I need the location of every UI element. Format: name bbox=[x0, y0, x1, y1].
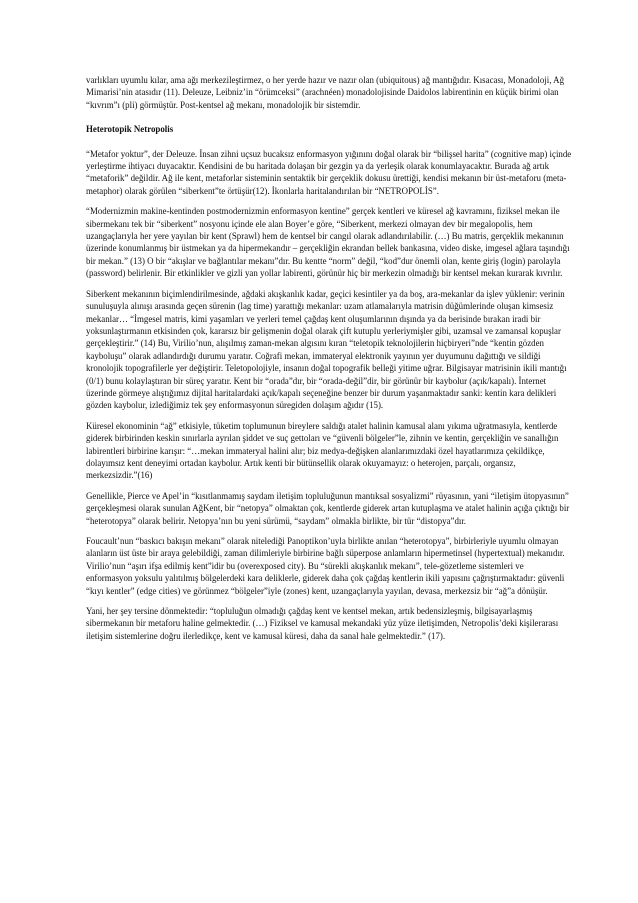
paragraph-heterotopia: Foucault’nun “baskıcı bakışın mekanı” olarak nitelediği Panoptikon’uyla birlikte anılan “heterotopya”, birbirleriyle uyumlu olmayan alanların üst üste bir araya gelebildiği, zaman dilimleriyle birbirine bağlı süperpose anlamların hipermetinsel (hypertextual) mekanıdır. Virilio’nun “aşırı ifşa edilmiş kent”idir bu (overexposed city). Bu “sürekli akışkanlık mekanı”, tele-gözetleme sistemleri ve enformasyon yoksulu yalıtılmış bölgelerdeki kara deliklerle, giderek daha çok çağdaş kentlerin ikili yapısını çağrıştırmaktadır: güvenli “kıyı kentler” (edge cities) ve görünmez “bölgeler”iyle (zones) kent, uzangaçlarıyla yayılan, devasa, merkezsiz bir “ağ”a dönüşür. bbox=[86, 536, 565, 596]
paragraph-global-economy: Küresel ekonominin “ağ” etkisiyle, tüketim toplumunun bireylere saldığı atalet halinin kamusal alanı yıkıma uğratmasıyla, kentlerde giderek birbirinden keskin sınırlarla ayrılan şiddet ve suç gettoları ve “güvenli bölgeler”le, zihnin ve kentin, gerçekliğin ve sanallığın labirentleri birbirine karışır: “…mekan immateryal halini alır; biz medya-değişken alanlarımızdaki özel hayatlarımıza çekildikçe, dolayımsız kent deneyimi ortadan kaybolur. Artık kenti bir bütünsellik olarak okuyamayız: o heterojen, parçalı, organsız, merkezsizdir.”(16) bbox=[86, 420, 559, 481]
paragraph-boyer: “Modernizmin makine-kentinden postmodernizmin enformasyon kentine” gerçek kentleri ve küresel ağ kavramını, fiziksel mekan ile sibermekanı tek bir “siberkent” nosyonu içinde ele alan Boyer’e göre, “Siberkent, merkezi olmayan dev bir megalopolis, hem uzangaçlarıyla her yere yayılan bir kent (Sprawl) hem de kentsel bir cangıl olarak adlandırılabilir. (…) Bu matris, gerçeklik mekanının üzerinde konumlanmış bir üstmekan ya da hipermekandır – gerçekliğin ekrandan bellek bankasına, video diske, imgesel ağlara taşındığı bir mekan.” (13) O bir “akışlar ve bağlantılar mekanı”dır. Bu kentte “norm” değil, “kod”dur önemli olan, kente giriş (login) parolayla (password) belirlenir. Bir etkinlikler ve gizli yan yollar labirenti, görünür hiç bir merkezin olmadığı bir kentsel mekan kurarak kıvrılır. bbox=[86, 206, 570, 279]
paragraph-cybercity-space: Siberkent mekanının biçimlendirilmesinde, ağdaki akışkanlık kadar, geçici kesintiler ya da boş, ara-mekanlar da işlev yüklenir: verinin sunuluşuyla alınışı arasında geçen sürenin (lag time) yarattığı mekanlar: uzam atlamalarıyla matrisin düğümlerinde oluşan kimsesiz mekanlar… “İmgesel matris, kimi yaşamları ve yerleri temel çağdaş kent oluşumlarının dışında ya da berisinde bırakan iradi bir yoksunlaştırmanın etkisinden çok, kararsız bir gelişmenin doğal olarak çift kutuplu yerleriymişler gibi, uzamsal ve zamansal kopuşlar gerçekleştirir.” (14) Bu, Virilio’nun, alışılmış zaman-mekan algısını kıran “teletopik teknolojilerin hiçbiryeri”nde “kentin gözden kayboluşu” olarak adlandırdığı durumu yaratır. Coğrafi mekan, immateryal elektronik yayının yer duyumunu dağıttığı ve sildiği kronolojik topografilerle yer değiştirir. Teletopolojiyle, insanın doğal topografik belleği yitime uğrar. Bilgisayar matrisinin ikili mantığı (0/1) bunu kolaylaştıran bir süreç yaratır. Kent bir “orada”dır, bir “orada-değil”dir, bir görünür bir kaybolur (açık/kapalı). İnternet üzerinde görmeye alıştığımız dijital haritalardaki açık/kapalı seçeneğine benzer bir durum yaşanmaktadır sanki: kentin kara delikleri gözden kaybolur, izlediğimiz tek şey enformasyonun süregiden dolaşım ağıdır (15). bbox=[86, 288, 567, 411]
section-heading: Heterotopik Netropolis bbox=[86, 124, 174, 135]
paragraph-conclusion: Yani, her şey tersine dönmektedir: “topluluğun olmadığı çağdaş kent ve kentsel mekan, artık bedensizleşmiş, bilgisayarlaşmış sibermekanın bir metaforu haline gelmektedir. (…) Fiziksel ve kamusal mekandaki yüz yüze iletişimden, Netropolis’deki kişilerarası iletişim sistemlerine doğru ilerledikçe, kent ve kamusal küresi, daha da sanal hale gelmektedir.” (17). bbox=[86, 606, 559, 641]
paragraph-netopia: Genellikle, Pierce ve Apel’in “kısıtlanmamış saydam iletişim topluluğunun mantıksal sosyalizmi” rüyasının, yani “iletişim ütopyasının” gerçekleşmesi olarak sunulan AğKent, bir “netopya” olmaktan çok, kentlerde giderek artan kutuplaşma ve atalet halinin açığa çıktığı bir “heterotopya” olarak belirir. Netopya’nın bu yeni sürümü, “saydam” olmakla birlikte, bir tür “distopya”dır. bbox=[86, 490, 570, 526]
paragraph-metaphor: “Metafor yoktur”, der Deleuze. İnsan zihni uçsuz bucaksız enformasyon yığınını doğal olarak bir “bilişsel harita” (cognitive map) içinde yerleştirme ihtiyacı duyacaktır. Kendisini de bu haritada dolaşan bir gezgin ya da yerleşik olarak konumlayacaktır. Burada ağ artık “metaforik” değildir. Ağ ile kent, metaforlar sisteminin sentaktik bir gerçeklik dokusu ürettiği, kendisi mekanın bir üst-metaforu (meta-metaphor) olarak görülen “siberkent”te örtüşür(12). İkonlarla haritalandırılan bir “NETROPOLİS”. bbox=[86, 148, 572, 196]
paragraph-monadology: varlıkları uyumlu kılar, ama ağı merkezileştirmez, o her yerde hazır ve nazır olan (ubiquitous) ağ mantığıdır. Kısacası, Monadoloji, Ağ Mimarisi’nin atasıdır (11). Deleuze, Leibniz’in “örümceksi” (arachnéen) monadolojisinde Daidolos labirentinin en küçük birimi olan “kıvrım”ı (pli) görmüştür. Post-kentsel ağ mekanı, monadolojik bir sistemdir. bbox=[86, 75, 565, 110]
